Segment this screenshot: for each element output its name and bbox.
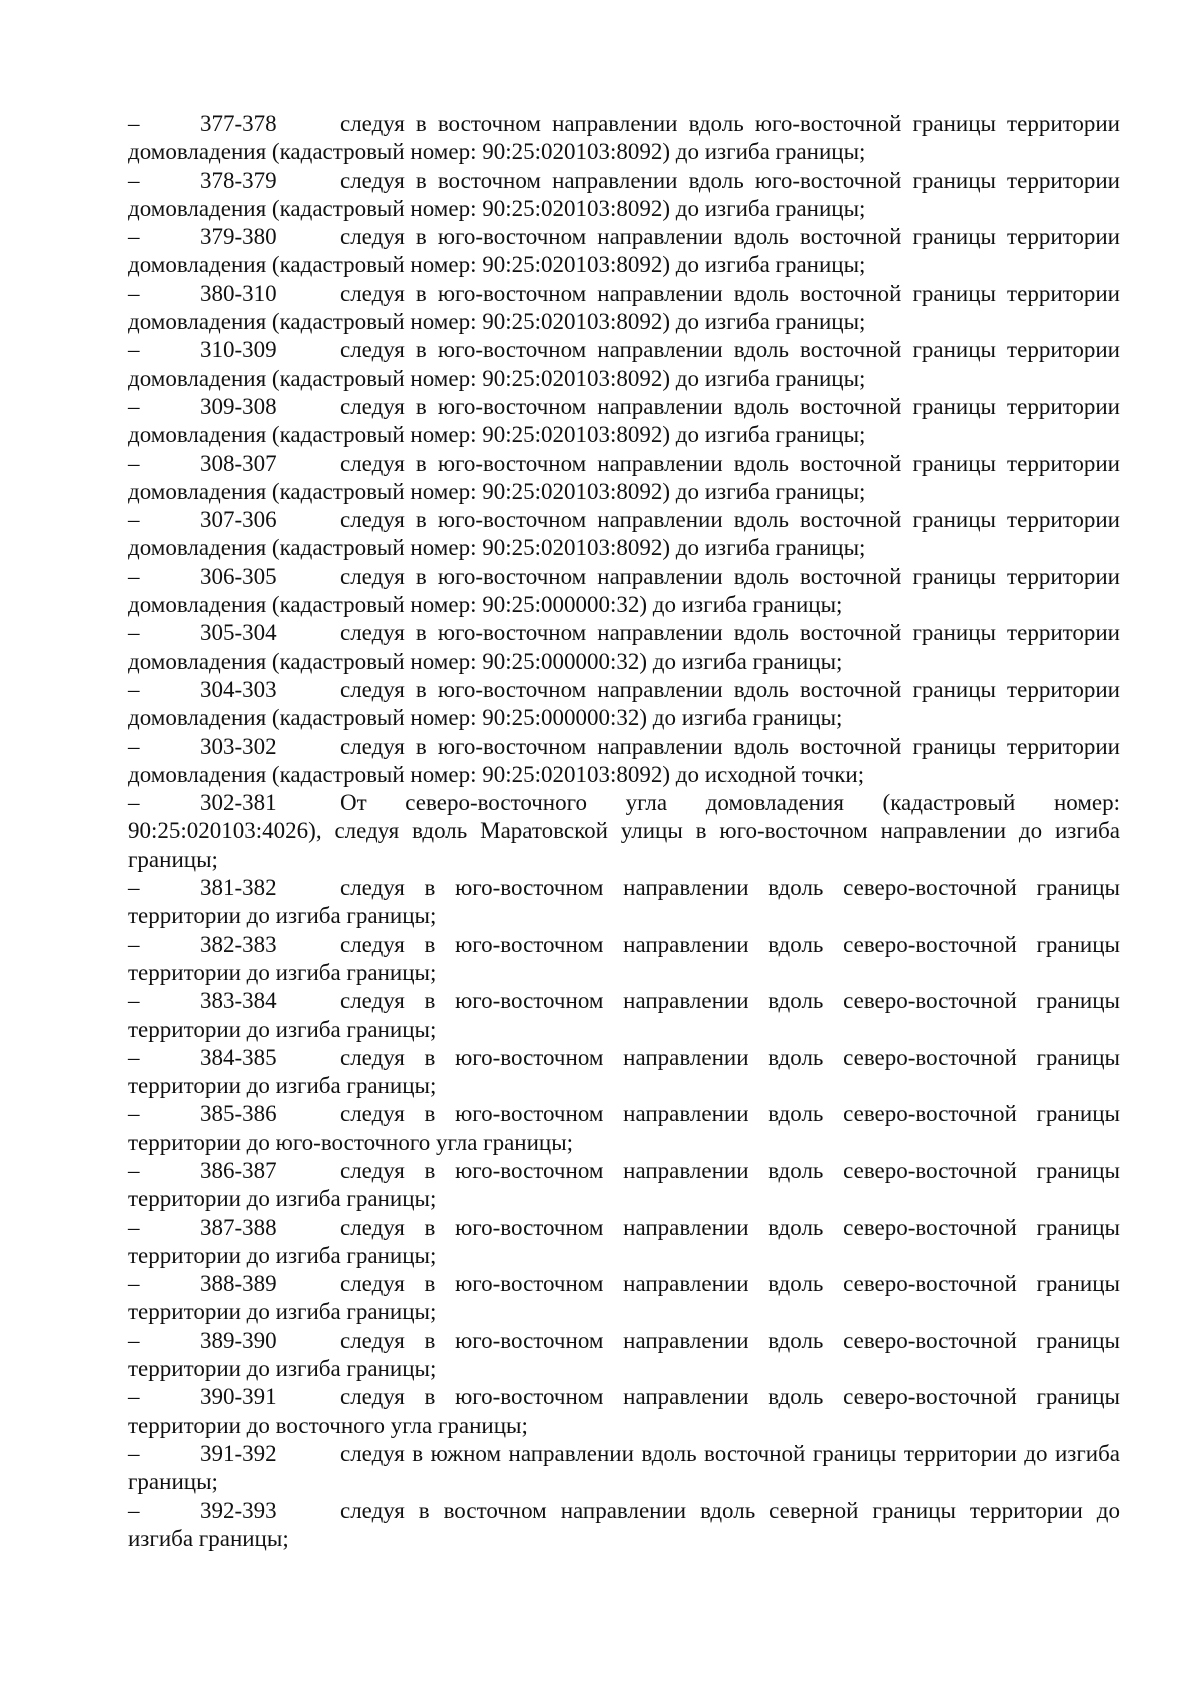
entry-range: 378-379 — [200, 167, 277, 193]
entry-range: 383-384 — [200, 988, 277, 1014]
entry-range: 310-309 — [200, 337, 277, 363]
entry-range: 304-303 — [200, 676, 277, 702]
entry-dash: – — [128, 1214, 140, 1240]
boundary-entry — [128, 987, 1120, 1044]
entry-dash: – — [128, 1384, 140, 1410]
entry-text: следуя в юго-восточном направлении вдоль северо-восточной границы территории до изгиба границы; — [128, 988, 1120, 1042]
boundary-entry — [128, 931, 1120, 988]
boundary-entry — [128, 450, 1120, 507]
entry-text: следуя в восточном направлении вдоль юго-восточной границы территории домовладения (кадастровый номер: 90:25:020103:8092) до изгиба границы; — [128, 111, 1120, 165]
entry-dash: – — [128, 1044, 140, 1070]
entry-range: 303-302 — [200, 733, 277, 759]
entry-dash: – — [128, 790, 140, 816]
entry-dash: – — [128, 1497, 140, 1523]
entry-text: следуя в юго-восточном направлении вдоль северо-восточной границы территории до изгиба границы; — [128, 1214, 1120, 1268]
entry-dash: – — [128, 111, 140, 136]
boundary-entry — [128, 874, 1120, 931]
entry-range: 381-382 — [200, 875, 277, 901]
entry-range: 377-378 — [200, 111, 277, 136]
entry-range: 305-304 — [200, 620, 277, 646]
entry-dash: – — [128, 280, 140, 306]
boundary-entry — [128, 733, 1120, 790]
boundary-entry — [128, 1327, 1120, 1384]
entry-text: следуя в юго-восточном направлении вдоль северо-восточной границы территории до изгиба границы; — [128, 1044, 1120, 1099]
entry-text: следуя в юго-восточном направлении вдоль восточной границы территории домовладения (кадастровый номер: 90:25:000000:32) до изгиба границы; — [128, 563, 1120, 618]
entry-text: следуя в восточном направлении вдоль северной границы территории до изгиба границы; — [128, 1497, 1120, 1551]
entry-text: следуя в южном направлении вдоль восточной границы территории до изгиба границы; — [128, 1440, 1120, 1495]
boundary-entry — [128, 563, 1120, 620]
boundary-entry — [128, 223, 1120, 280]
entry-dash: – — [128, 167, 140, 193]
boundary-entry — [128, 1497, 1120, 1554]
boundary-entry — [128, 1157, 1120, 1214]
entry-text: следуя в юго-восточном направлении вдоль восточной границы территории домовладения (кадастровый номер: 90:25:020103:8092) до изгиба границы; — [128, 280, 1120, 335]
entry-range: 306-305 — [200, 563, 277, 589]
entry-text: следуя в юго-восточном направлении вдоль северо-восточной границы территории до изгиба границы; — [128, 1157, 1120, 1212]
entry-dash: – — [128, 875, 140, 901]
entry-text: следуя в юго-восточном направлении вдоль северо-восточной границы территории до изгиба границы; — [128, 1327, 1120, 1382]
entry-range: 390-391 — [200, 1384, 277, 1410]
entry-range: 379-380 — [200, 224, 277, 250]
boundary-entry — [128, 619, 1120, 676]
entry-range: 384-385 — [200, 1044, 277, 1070]
entry-dash: – — [128, 450, 140, 476]
boundary-entry — [128, 676, 1120, 733]
boundary-entry — [128, 393, 1120, 450]
boundary-entry — [128, 1044, 1120, 1101]
entry-range: 389-390 — [200, 1327, 277, 1353]
entry-range: 302-381 — [200, 790, 277, 816]
boundary-entry — [128, 280, 1120, 337]
entry-range: 307-306 — [200, 507, 277, 533]
entry-text: следуя в юго-восточном направлении вдоль северо-восточной границы территории до изгиба границы; — [128, 931, 1120, 985]
boundary-entry — [128, 110, 1120, 167]
entry-range: 380-310 — [200, 280, 277, 306]
entry-range: 387-388 — [200, 1214, 277, 1240]
entry-text: следуя в юго-восточном направлении вдоль восточной границы территории домовладения (кадастровый номер: 90:25:000000:32) до изгиба границы; — [128, 620, 1120, 674]
boundary-entry — [128, 1270, 1120, 1327]
entry-range: 382-383 — [200, 931, 277, 957]
entry-text: следуя в юго-восточном направлении вдоль восточной границы территории домовладения (кадастровый номер: 90:25:020103:8092) до исходной точки; — [128, 733, 1120, 787]
boundary-entry — [128, 167, 1120, 224]
entry-range: 308-307 — [200, 450, 277, 476]
boundary-entry — [128, 1440, 1120, 1497]
entry-range: 309-308 — [200, 393, 277, 419]
entry-dash: – — [128, 1327, 140, 1353]
entry-dash: – — [128, 393, 140, 419]
entry-dash: – — [128, 507, 140, 533]
entry-dash: – — [128, 1157, 140, 1183]
boundary-entry — [128, 789, 1120, 874]
entry-dash: – — [128, 1271, 140, 1297]
boundary-entry — [128, 336, 1120, 393]
entry-text: следуя в восточном направлении вдоль юго-восточной границы территории домовладения (кадастровый номер: 90:25:020103:8092) до изгиба границы; — [128, 167, 1120, 221]
entry-text: следуя в юго-восточном направлении вдоль восточной границы территории домовладения (кадастровый номер: 90:25:020103:8092) до изгиба границы; — [128, 393, 1120, 448]
entry-dash: – — [128, 931, 140, 957]
entry-range: 391-392 — [200, 1440, 277, 1466]
entry-text: следуя в юго-восточном направлении вдоль восточной границы территории домовладения (кадастровый номер: 90:25:000000:32) до изгиба границы; — [128, 676, 1120, 731]
entry-dash: – — [128, 988, 140, 1014]
entry-text: следуя в юго-восточном направлении вдоль северо-восточной границы территории до изгиба границы; — [128, 875, 1120, 929]
entry-dash: – — [128, 676, 140, 702]
entry-range: 392-393 — [200, 1497, 277, 1523]
entry-dash: – — [128, 224, 140, 250]
entry-text: следуя в юго-восточном направлении вдоль северо-восточной границы территории до восточного угла границы; — [128, 1384, 1120, 1438]
entry-dash: – — [128, 1440, 140, 1466]
boundary-entry — [128, 1214, 1120, 1271]
boundary-entry — [128, 1383, 1120, 1440]
entry-text: следуя в юго-восточном направлении вдоль северо-восточной границы территории до изгиба границы; — [128, 1271, 1120, 1325]
boundary-entry — [128, 506, 1120, 563]
entry-text: следуя в юго-восточном направлении вдоль восточной границы территории домовладения (кадастровый номер: 90:25:020103:8092) до изгиба границы; — [128, 507, 1120, 561]
boundary-entry — [128, 1100, 1120, 1157]
entry-text: следуя в юго-восточном направлении вдоль восточной границы территории домовладения (кадастровый номер: 90:25:020103:8092) до изгиба границы; — [128, 224, 1120, 278]
entry-dash: – — [128, 1101, 140, 1127]
entry-text: следуя в юго-восточном направлении вдоль восточной границы территории домовладения (кадастровый номер: 90:25:020103:8092) до изгиба границы; — [128, 450, 1120, 504]
entry-range: 385-386 — [200, 1101, 277, 1127]
entry-text: следуя в юго-восточном направлении вдоль восточной границы территории домовладения (кадастровый номер: 90:25:020103:8092) до изгиба границы; — [128, 337, 1120, 391]
entry-text: От северо-восточного угла домовладения (кадастровый номер: 90:25:020103:4026), следуя вдоль Маратовской улицы в юго-восточном направлении до изгиба границы; — [128, 790, 1120, 872]
boundary-description — [128, 110, 1120, 1553]
entry-dash: – — [128, 337, 140, 363]
entry-text: следуя в юго-восточном направлении вдоль северо-восточной границы территории до юго-восточного угла границы; — [128, 1101, 1120, 1155]
entry-dash: – — [128, 733, 140, 759]
entry-range: 388-389 — [200, 1271, 277, 1297]
entry-range: 386-387 — [200, 1157, 277, 1183]
entry-dash: – — [128, 620, 140, 646]
entry-dash: – — [128, 563, 140, 589]
